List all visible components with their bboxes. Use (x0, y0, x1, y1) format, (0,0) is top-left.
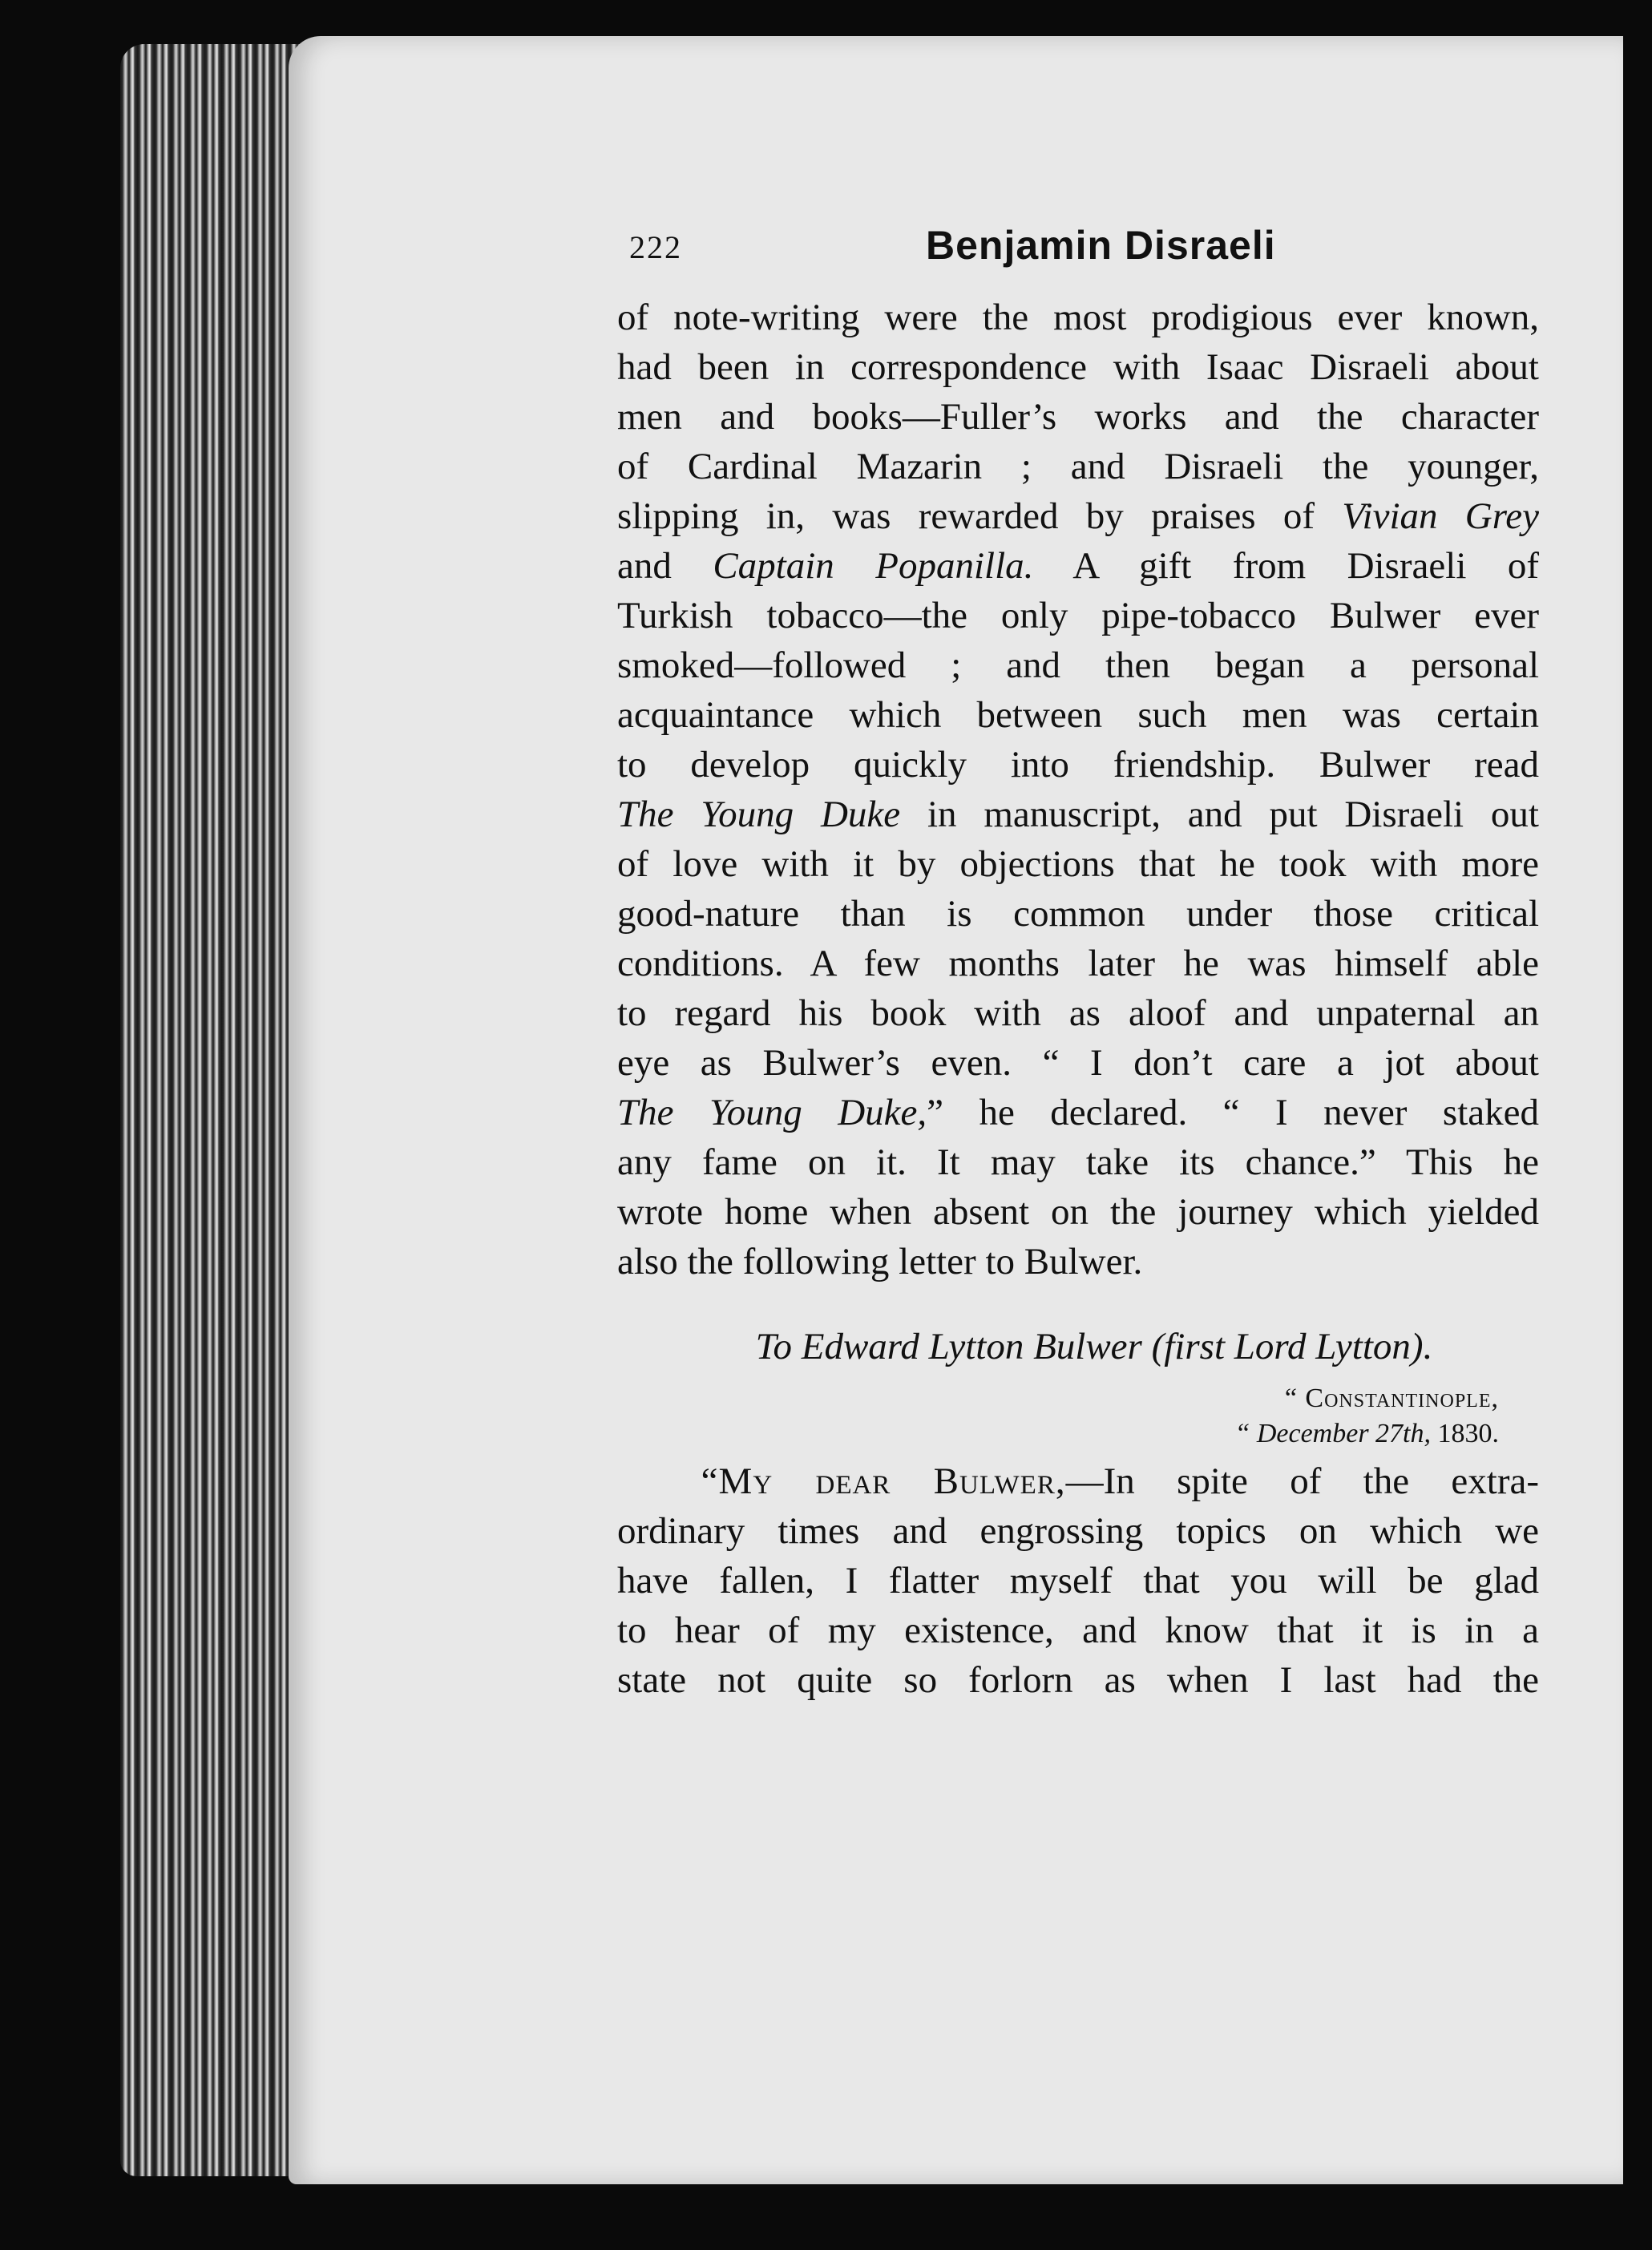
text-line: state not quite so forlorn as when I last had the (617, 1659, 1539, 1701)
text-segment: ” he declared. “ I never staked (927, 1092, 1539, 1133)
text-line (617, 1456, 1539, 1506)
italic-title: The Young Duke, (617, 1092, 927, 1133)
dateline-date-italic: “ December 27th, (1234, 1419, 1431, 1448)
text-line: have fallen, I flatter myself that you will be glad (617, 1560, 1539, 1602)
page-content (617, 223, 1540, 1705)
text-segment: —In spite of the extra- (1065, 1460, 1540, 1502)
text-line (617, 491, 1539, 541)
text-line (617, 790, 1539, 839)
text-line: good-nature than is common under those critical (617, 893, 1539, 935)
italic-title: Vivian Grey (1342, 495, 1539, 537)
heading-text: To Edward Lytton Bulwer ( (755, 1326, 1165, 1367)
running-head (617, 223, 1539, 293)
text-line: to develop quickly into friendship. Bulwer read (617, 744, 1539, 786)
text-line: of note-writing were the most prodigious ever known, (617, 297, 1539, 338)
text-line: eye as Bulwer’s even. “ I don’t care a jot about (617, 1042, 1539, 1084)
text-line: to hear of my existence, and know that it is in a (617, 1610, 1539, 1651)
text-segment: and (617, 545, 672, 587)
text-line: also the following letter to Bulwer. (617, 1241, 1143, 1283)
text-line (617, 541, 1539, 591)
page-number: 222 (629, 229, 682, 265)
italic-title: Captain Popanilla. (713, 545, 1034, 587)
text-line: of Cardinal Mazarin ; and Disraeli the younger, (617, 446, 1539, 487)
text-line: smoked—followed ; and then began a personal (617, 644, 1539, 686)
dateline-year: 1830. (1437, 1419, 1499, 1448)
running-title: Benjamin Disraeli (926, 223, 1276, 268)
text-segment: A gift from Disraeli of (1072, 545, 1539, 587)
salutation: “My dear Bulwer, (701, 1460, 1066, 1502)
text-line: to regard his book with as aloof and unpaternal an (617, 992, 1539, 1034)
text-line: men and books—Fuller’s works and the character (617, 396, 1539, 438)
dateline (617, 1381, 1539, 1452)
italic-title: The Young Duke (617, 794, 901, 835)
text-line: conditions. A few months later he was himself able (617, 943, 1539, 984)
text-line: any fame on it. It may take its chance.” This he (617, 1141, 1539, 1183)
text-line: had been in correspondence with Isaac Disraeli about (617, 346, 1539, 388)
text-line (617, 1088, 1539, 1137)
letter-heading (617, 1325, 1539, 1381)
text-segment: in manuscript, and put Disraeli out (927, 794, 1539, 835)
text-line: Turkish tobacco—the only pipe-tobacco Bulwer ever (617, 595, 1539, 636)
text-segment: slipping in, was rewarded by praises of (617, 495, 1315, 537)
text-line: ordinary times and engrossing topics on which we (617, 1510, 1539, 1552)
heading-text: ). (1410, 1326, 1433, 1367)
dateline-place: “ Constantinople, (1284, 1384, 1499, 1413)
text-line: acquaintance which between such men was certain (617, 694, 1539, 736)
heading-italic: first Lord Lytton (1164, 1326, 1411, 1367)
dateline-date (617, 1416, 1499, 1452)
text-line: wrote home when absent on the journey which yielded (617, 1191, 1539, 1233)
text-line: of love with it by objections that he took with more (617, 843, 1539, 885)
